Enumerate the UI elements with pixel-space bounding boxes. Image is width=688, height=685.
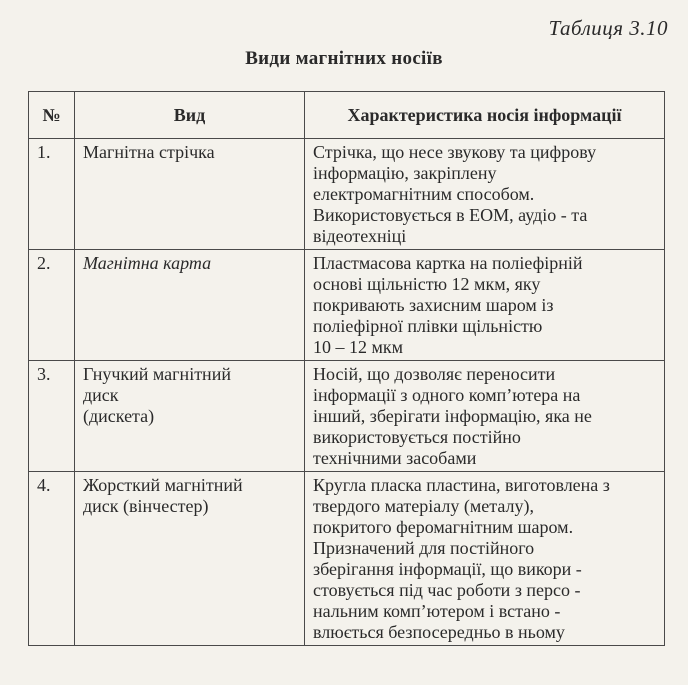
description-line: стовується під час роботи з персо - — [313, 580, 581, 600]
description-line: Пластмасова картка на поліефірній — [313, 253, 583, 273]
type-line: Гнучкий магнітний — [83, 364, 231, 384]
description-line: інформації з одного комп’ютера на — [313, 385, 581, 405]
description-line: інший, зберігати інформацію, яка не — [313, 406, 592, 426]
row-number: 2. — [29, 250, 75, 361]
description-line: Використовується в ЕОМ, аудіо - та — [313, 205, 588, 225]
table-row — [29, 361, 665, 472]
description-line: поліефірної плівки щільністю — [313, 316, 543, 336]
description-line: 10 – 12 мкм — [313, 337, 404, 357]
type-line: Магнітна карта — [83, 253, 212, 273]
row-type — [75, 139, 305, 250]
magnetic-media-table — [28, 91, 665, 646]
header-number: № — [29, 92, 75, 139]
row-description — [305, 472, 665, 646]
row-type — [75, 361, 305, 472]
description-line: влюється безпосередньо в ньому — [313, 622, 565, 642]
row-description — [305, 361, 665, 472]
description-line: інформацію, закріплену — [313, 163, 497, 183]
table-row — [29, 139, 665, 250]
header-type: Вид — [75, 92, 305, 139]
description-line: Стрічка, що несе звукову та цифрову — [313, 142, 597, 162]
row-type — [75, 472, 305, 646]
document-title: Види магнітних носіїв — [245, 48, 443, 69]
row-number: 1. — [29, 139, 75, 250]
header-description: Характеристика носія інформації — [305, 92, 665, 139]
table-row — [29, 472, 665, 646]
description-line: використовується постійно — [313, 427, 521, 447]
description-line: нальним комп’ютером і встано - — [313, 601, 561, 621]
description-line: твердого матеріалу (металу), — [313, 496, 534, 516]
table-header-row — [29, 92, 665, 139]
description-line: покритого феромагнітним шаром. — [313, 517, 574, 537]
type-line: диск — [83, 385, 119, 405]
row-number: 3. — [29, 361, 75, 472]
type-line: (дискета) — [83, 406, 155, 426]
description-line: зберігання інформації, що викори - — [313, 559, 582, 579]
row-description — [305, 139, 665, 250]
type-line: диск (вінчестер) — [83, 496, 209, 516]
row-description — [305, 250, 665, 361]
table-row — [29, 250, 665, 361]
description-line: Призначений для постійного — [313, 538, 535, 558]
description-line: відеотехніці — [313, 226, 407, 246]
table-number-label: Таблиця 3.10 — [548, 16, 668, 40]
description-line: електромагнітним способом. — [313, 184, 535, 204]
description-line: технічними засобами — [313, 448, 477, 468]
description-line: основі щільністю 12 мкм, яку — [313, 274, 541, 294]
description-line: покривають захисним шаром із — [313, 295, 554, 315]
type-line: Магнітна стрічка — [83, 142, 215, 162]
row-type — [75, 250, 305, 361]
row-number: 4. — [29, 472, 75, 646]
type-line: Жорсткий магнітний — [83, 475, 243, 495]
description-line: Носій, що дозволяє переносити — [313, 364, 556, 384]
description-line: Кругла пласка пластина, виготовлена з — [313, 475, 610, 495]
